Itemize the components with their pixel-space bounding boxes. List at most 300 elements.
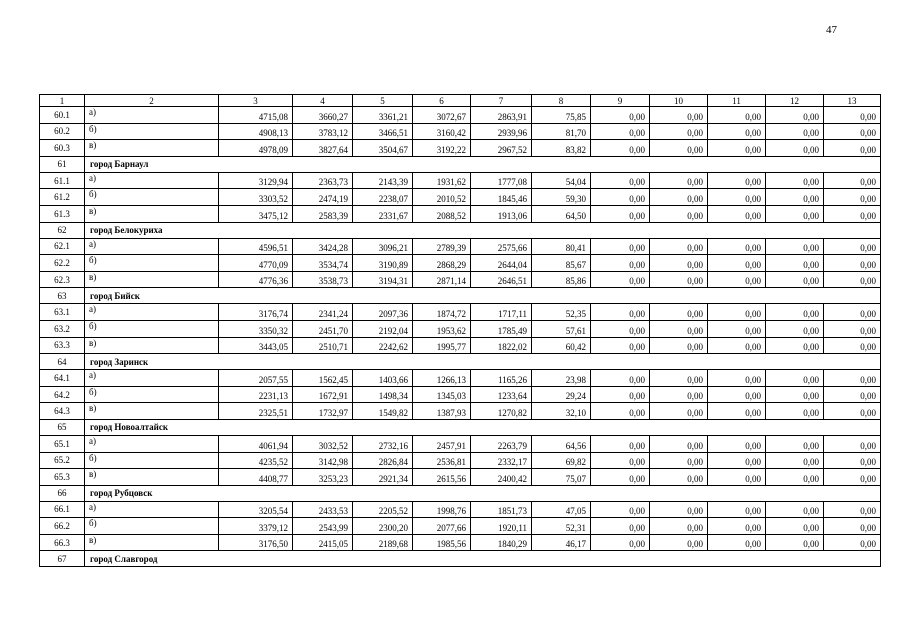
value-cell: 0,00 [766,271,824,288]
value-cell: 75,07 [532,469,591,486]
value-cell: 0,00 [591,304,650,321]
value-cell: 2967,52 [471,140,532,157]
value-cell: 2242,62 [353,337,413,354]
value-cell: 0,00 [650,271,708,288]
value-cell: 0,00 [824,370,881,387]
value-cell: 32,10 [532,403,591,420]
value-cell: 0,00 [650,140,708,157]
value-cell: 2575,66 [471,238,532,255]
value-cell: 3303,52 [219,189,293,206]
value-cell: 2010,52 [413,189,471,206]
row-label: а) [85,238,219,255]
value-cell: 1785,49 [471,320,532,337]
value-cell: 0,00 [708,271,766,288]
value-cell: 1403,66 [353,370,413,387]
row-label: а) [85,370,219,387]
value-cell: 2331,67 [353,205,413,222]
value-cell: 3096,21 [353,238,413,255]
value-cell: 1732,97 [293,403,353,420]
value-cell: 0,00 [766,255,824,272]
value-cell: 2615,56 [413,469,471,486]
value-cell: 1549,82 [353,403,413,420]
value-cell: 2646,51 [471,271,532,288]
value-cell: 3475,12 [219,205,293,222]
value-cell: 0,00 [650,205,708,222]
row-code: 65.3 [40,469,85,486]
value-cell: 46,17 [532,534,591,551]
value-cell: 0,00 [824,403,881,420]
city-name: город Заринск [85,354,881,370]
value-cell: 3194,31 [353,271,413,288]
table-body [40,107,881,567]
value-cell: 0,00 [591,205,650,222]
row-label: в) [85,469,219,486]
value-cell: 2205,52 [353,501,413,518]
value-cell: 3072,67 [413,107,471,124]
city-name: город Барнаул [85,156,881,172]
table-row [40,107,881,124]
value-cell: 0,00 [766,501,824,518]
value-cell: 0,00 [708,123,766,140]
value-cell: 0,00 [591,172,650,189]
value-cell: 0,00 [650,469,708,486]
value-cell: 0,00 [824,518,881,535]
value-cell: 0,00 [708,370,766,387]
value-cell: 0,00 [650,304,708,321]
value-cell: 2863,91 [471,107,532,124]
value-cell: 2868,29 [413,255,471,272]
city-row [40,551,881,567]
value-cell: 0,00 [766,238,824,255]
row-code: 64.2 [40,386,85,403]
row-label: а) [85,501,219,518]
city-code: 61 [40,156,85,172]
value-cell: 0,00 [591,435,650,452]
column-header: 1 [40,95,85,107]
column-header: 4 [293,95,353,107]
value-cell: 2088,52 [413,205,471,222]
table-row [40,452,881,469]
table-row [40,320,881,337]
value-cell: 0,00 [591,140,650,157]
value-cell: 0,00 [708,386,766,403]
value-cell: 0,00 [591,123,650,140]
value-cell: 2457,91 [413,435,471,452]
value-cell: 1840,29 [471,534,532,551]
value-cell: 0,00 [766,123,824,140]
city-code: 66 [40,485,85,501]
value-cell: 2474,19 [293,189,353,206]
city-row [40,156,881,172]
value-cell: 0,00 [708,140,766,157]
value-cell: 57,61 [532,320,591,337]
value-cell: 0,00 [824,452,881,469]
value-cell: 0,00 [766,534,824,551]
value-cell: 23,98 [532,370,591,387]
row-code: 62.2 [40,255,85,272]
row-code: 64.1 [40,370,85,387]
value-cell: 0,00 [650,452,708,469]
value-cell: 0,00 [824,304,881,321]
value-cell: 0,00 [708,518,766,535]
value-cell: 4770,09 [219,255,293,272]
column-header: 12 [766,95,824,107]
city-name: город Белокуриха [85,222,881,238]
value-cell: 3032,52 [293,435,353,452]
value-cell: 2400,42 [471,469,532,486]
column-header: 6 [413,95,471,107]
value-cell: 0,00 [591,403,650,420]
value-cell: 3827,64 [293,140,353,157]
value-cell: 0,00 [591,452,650,469]
value-cell: 0,00 [650,189,708,206]
row-code: 62.1 [40,238,85,255]
row-code: 63.1 [40,304,85,321]
value-cell: 2332,17 [471,452,532,469]
value-cell: 0,00 [824,501,881,518]
value-cell: 85,86 [532,271,591,288]
tariff-table [39,94,881,567]
value-cell: 4235,52 [219,452,293,469]
value-cell: 0,00 [766,140,824,157]
row-label: б) [85,452,219,469]
city-name: город Бийск [85,288,881,304]
value-cell: 0,00 [708,469,766,486]
column-header: 7 [471,95,532,107]
value-cell: 1498,34 [353,386,413,403]
value-cell: 60,42 [532,337,591,354]
column-header: 5 [353,95,413,107]
value-cell: 4908,13 [219,123,293,140]
row-label: в) [85,271,219,288]
value-cell: 3160,42 [413,123,471,140]
value-cell: 52,31 [532,518,591,535]
city-code: 65 [40,419,85,435]
value-cell: 3253,23 [293,469,353,486]
value-cell: 2097,36 [353,304,413,321]
row-label: а) [85,107,219,124]
value-cell: 1266,13 [413,370,471,387]
table-row [40,238,881,255]
value-cell: 3424,28 [293,238,353,255]
value-cell: 64,50 [532,205,591,222]
table-row [40,337,881,354]
row-label: в) [85,205,219,222]
column-header: 3 [219,95,293,107]
city-row [40,222,881,238]
column-header: 10 [650,95,708,107]
row-label: в) [85,337,219,354]
value-cell: 0,00 [708,534,766,551]
city-row [40,485,881,501]
row-label: в) [85,534,219,551]
value-cell: 4408,77 [219,469,293,486]
value-cell: 1851,73 [471,501,532,518]
value-cell: 29,24 [532,386,591,403]
value-cell: 1931,62 [413,172,471,189]
table-row [40,304,881,321]
value-cell: 0,00 [766,386,824,403]
row-label: б) [85,518,219,535]
table-row [40,255,881,272]
row-code: 61.1 [40,172,85,189]
value-cell: 0,00 [824,205,881,222]
value-cell: 0,00 [708,107,766,124]
value-cell: 0,00 [591,386,650,403]
value-cell: 1233,64 [471,386,532,403]
value-cell: 0,00 [766,469,824,486]
value-cell: 2057,55 [219,370,293,387]
value-cell: 0,00 [708,172,766,189]
value-cell: 1874,72 [413,304,471,321]
row-code: 66.2 [40,518,85,535]
city-name: город Рубцовск [85,485,881,501]
value-cell: 0,00 [708,403,766,420]
value-cell: 2433,53 [293,501,353,518]
value-cell: 0,00 [591,469,650,486]
value-cell: 0,00 [591,320,650,337]
value-cell: 0,00 [650,370,708,387]
row-label: б) [85,255,219,272]
value-cell: 3190,89 [353,255,413,272]
value-cell: 0,00 [766,452,824,469]
table-row [40,172,881,189]
value-cell: 3205,54 [219,501,293,518]
city-row [40,354,881,370]
city-code: 67 [40,551,85,567]
value-cell: 0,00 [824,255,881,272]
value-cell: 0,00 [824,435,881,452]
value-cell: 4776,36 [219,271,293,288]
value-cell: 1985,56 [413,534,471,551]
value-cell: 4978,09 [219,140,293,157]
value-cell: 3443,05 [219,337,293,354]
value-cell: 1995,77 [413,337,471,354]
value-cell: 4061,94 [219,435,293,452]
value-cell: 2826,84 [353,452,413,469]
value-cell: 0,00 [591,238,650,255]
row-code: 60.1 [40,107,85,124]
value-cell: 0,00 [824,189,881,206]
page-number: 47 [826,24,837,36]
value-cell: 0,00 [824,320,881,337]
row-code: 66.1 [40,501,85,518]
value-cell: 2451,70 [293,320,353,337]
value-cell: 0,00 [766,205,824,222]
value-cell: 1777,08 [471,172,532,189]
value-cell: 4596,51 [219,238,293,255]
column-header: 8 [532,95,591,107]
value-cell: 1953,62 [413,320,471,337]
value-cell: 80,41 [532,238,591,255]
value-cell: 2871,14 [413,271,471,288]
value-cell: 54,04 [532,172,591,189]
value-cell: 2143,39 [353,172,413,189]
row-label: б) [85,123,219,140]
value-cell: 85,67 [532,255,591,272]
table-row [40,123,881,140]
value-cell: 1717,11 [471,304,532,321]
value-cell: 3176,74 [219,304,293,321]
value-cell: 2238,07 [353,189,413,206]
header-row [40,95,881,107]
value-cell: 0,00 [591,501,650,518]
value-cell: 0,00 [766,403,824,420]
value-cell: 0,00 [708,205,766,222]
column-header: 2 [85,95,219,107]
value-cell: 0,00 [650,403,708,420]
value-cell: 3129,94 [219,172,293,189]
value-cell: 59,30 [532,189,591,206]
row-code: 65.2 [40,452,85,469]
column-header: 9 [591,95,650,107]
value-cell: 2341,24 [293,304,353,321]
value-cell: 0,00 [591,189,650,206]
table-row [40,140,881,157]
city-code: 63 [40,288,85,304]
row-label: б) [85,320,219,337]
table-row [40,469,881,486]
value-cell: 2415,05 [293,534,353,551]
column-header: 11 [708,95,766,107]
value-cell: 2921,34 [353,469,413,486]
value-cell: 0,00 [824,140,881,157]
row-code: 61.3 [40,205,85,222]
city-code: 62 [40,222,85,238]
value-cell: 1165,26 [471,370,532,387]
table-row [40,403,881,420]
value-cell: 3466,51 [353,123,413,140]
value-cell: 0,00 [824,534,881,551]
city-code: 64 [40,354,85,370]
value-cell: 3504,67 [353,140,413,157]
value-cell: 0,00 [708,320,766,337]
value-cell: 0,00 [708,238,766,255]
value-cell: 0,00 [650,255,708,272]
table-row [40,271,881,288]
value-cell: 0,00 [708,452,766,469]
value-cell: 47,05 [532,501,591,518]
value-cell: 3379,12 [219,518,293,535]
value-cell: 0,00 [650,337,708,354]
value-cell: 0,00 [650,534,708,551]
row-code: 61.2 [40,189,85,206]
value-cell: 0,00 [766,304,824,321]
value-cell: 0,00 [650,435,708,452]
table-row [40,189,881,206]
value-cell: 3660,27 [293,107,353,124]
value-cell: 0,00 [591,370,650,387]
value-cell: 1913,06 [471,205,532,222]
value-cell: 3538,73 [293,271,353,288]
value-cell: 0,00 [591,337,650,354]
row-label: в) [85,403,219,420]
value-cell: 0,00 [708,337,766,354]
value-cell: 0,00 [591,534,650,551]
value-cell: 0,00 [766,189,824,206]
value-cell: 2510,71 [293,337,353,354]
value-cell: 0,00 [591,107,650,124]
value-cell: 0,00 [591,255,650,272]
row-label: б) [85,189,219,206]
value-cell: 0,00 [824,469,881,486]
value-cell: 2644,04 [471,255,532,272]
row-code: 62.3 [40,271,85,288]
column-header: 13 [824,95,881,107]
value-cell: 0,00 [708,189,766,206]
value-cell: 64,56 [532,435,591,452]
value-cell: 0,00 [650,518,708,535]
value-cell: 1387,93 [413,403,471,420]
value-cell: 0,00 [591,271,650,288]
value-cell: 3534,74 [293,255,353,272]
row-label: в) [85,140,219,157]
value-cell: 0,00 [650,320,708,337]
value-cell: 1672,91 [293,386,353,403]
value-cell: 2543,99 [293,518,353,535]
value-cell: 0,00 [650,238,708,255]
value-cell: 2789,39 [413,238,471,255]
value-cell: 1998,76 [413,501,471,518]
table-row [40,534,881,551]
value-cell: 1345,03 [413,386,471,403]
value-cell: 0,00 [708,435,766,452]
row-label: б) [85,386,219,403]
value-cell: 0,00 [650,123,708,140]
row-code: 64.3 [40,403,85,420]
table-row [40,435,881,452]
value-cell: 0,00 [766,172,824,189]
value-cell: 2536,81 [413,452,471,469]
value-cell: 0,00 [766,320,824,337]
value-cell: 1822,02 [471,337,532,354]
value-cell: 0,00 [824,386,881,403]
city-name: город Новоалтайск [85,419,881,435]
row-code: 65.1 [40,435,85,452]
table-row [40,386,881,403]
value-cell: 75,85 [532,107,591,124]
value-cell: 1920,11 [471,518,532,535]
row-code: 63.3 [40,337,85,354]
value-cell: 3783,12 [293,123,353,140]
value-cell: 2300,20 [353,518,413,535]
value-cell: 83,82 [532,140,591,157]
value-cell: 3192,22 [413,140,471,157]
value-cell: 0,00 [650,386,708,403]
value-cell: 2263,79 [471,435,532,452]
value-cell: 0,00 [650,172,708,189]
value-cell: 0,00 [650,501,708,518]
table-row [40,205,881,222]
value-cell: 0,00 [824,271,881,288]
value-cell: 2732,16 [353,435,413,452]
value-cell: 0,00 [824,107,881,124]
value-cell: 69,82 [532,452,591,469]
city-row [40,419,881,435]
value-cell: 0,00 [824,172,881,189]
value-cell: 0,00 [766,337,824,354]
value-cell: 2189,68 [353,534,413,551]
value-cell: 2231,13 [219,386,293,403]
value-cell: 0,00 [650,107,708,124]
city-name: город Славгород [85,551,881,567]
row-code: 60.3 [40,140,85,157]
table-row [40,501,881,518]
value-cell: 3142,98 [293,452,353,469]
value-cell: 0,00 [591,518,650,535]
value-cell: 2192,04 [353,320,413,337]
value-cell: 52,35 [532,304,591,321]
